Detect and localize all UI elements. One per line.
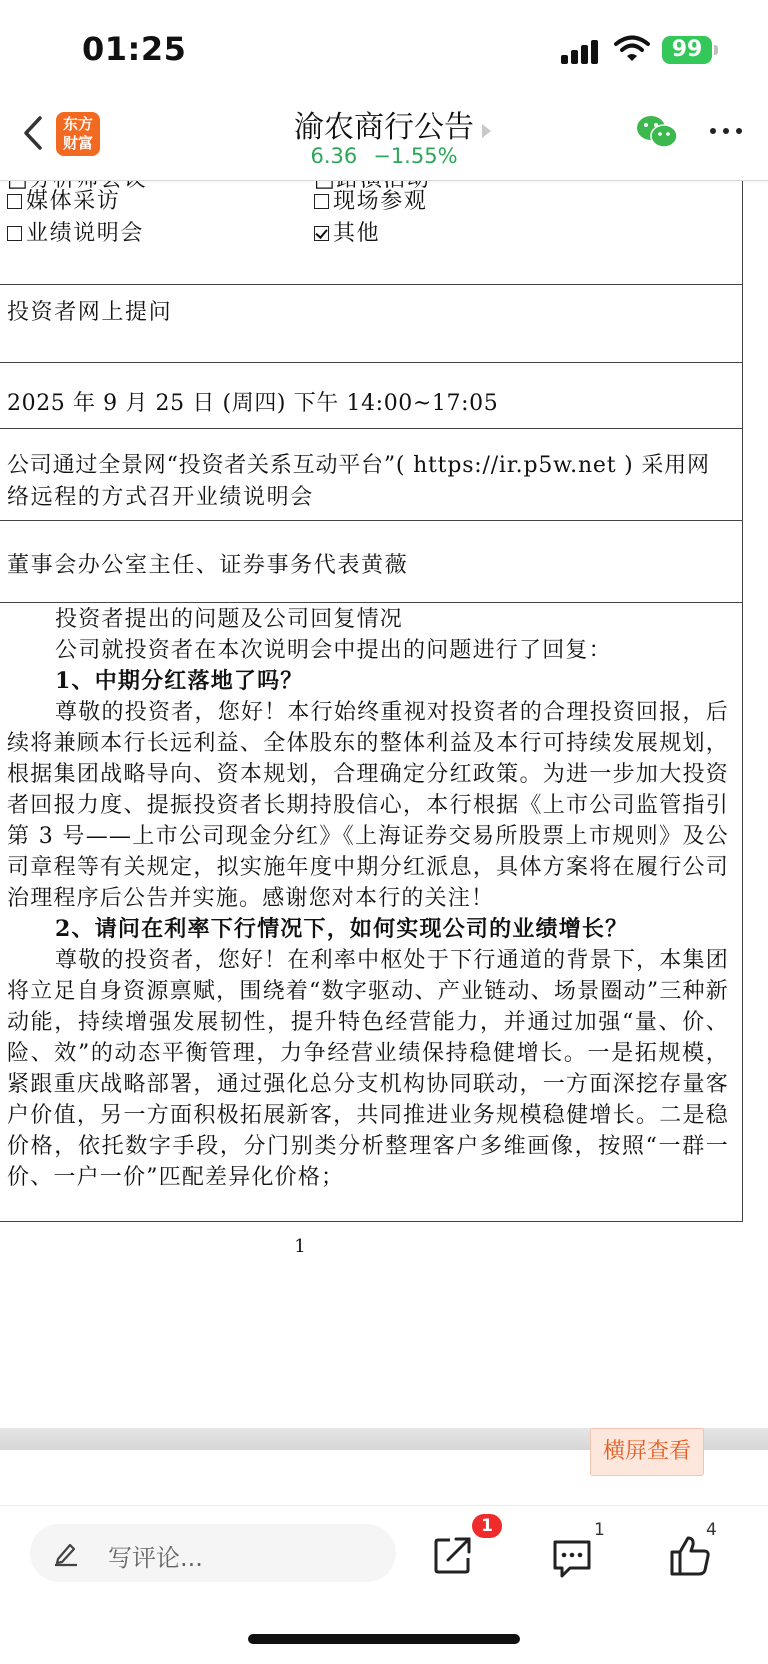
stock-change: −1.55% (373, 144, 458, 168)
checkbox-earnings-call (7, 226, 22, 241)
qa-content (7, 604, 729, 1193)
participants-cell: 投资者网上提问 (7, 300, 173, 325)
question-1: 1、中期分红落地了吗？ (55, 668, 304, 694)
app-header (0, 96, 768, 181)
share-icon[interactable] (430, 1534, 474, 1578)
home-indicator[interactable] (248, 1634, 520, 1644)
checkbox-row (7, 216, 381, 247)
checkbox-media (7, 194, 22, 209)
answer-2: 尊敬的投资者，您好！在利率中枢处于下行通道的背景下，本集团将立足自身资源禀赋，围绕着“数字驱动、产业链动、场景圈动”三种新动能，持续增强发展韧性，提升特色经营能力，并通过加强“量、价、险、效”的动态平衡管理，力争经营业绩保持稳健增长。一是拓规模，紧跟重庆战略部署，通过强化总分支机构协同联动，一方面深挖存量客户价值，另一方面积极拓展新客，共同推进业务规模稳健增长。二是稳价格，依托数字手段，分门别类分析整理客户多维画像，按照“一群一价、一户一价”匹配差异化价格； (7, 948, 729, 1190)
table-right-border (742, 178, 743, 1222)
answer-1: 尊敬的投资者，您好！本行始终重视对投资者的合理投资回报，后续将兼顾本行长远利益、全体股东的整体利益及本行可持续发展规划，根据集团战略导向、资本规划，合理确定分红政策。为进一步加大投资者回报力度、提振投资者长期持股信心，本行根据《上市公司监管指引第 3 号——上市公司现金分红》《上海证券交易所股票上市规则》及公司章程等有关规定，拟实施年度中期分红派息，具体方案将在履行公司治理程序后公告并实施。感谢您对本行的关注！ (7, 700, 729, 911)
table-divider (0, 520, 743, 521)
stock-price: 6.36 (310, 144, 358, 168)
table-bottom-border (0, 1221, 743, 1222)
like-count: 4 (706, 1520, 717, 1540)
checkbox-site-visit (314, 194, 329, 209)
logo-line-1: 东方 (62, 115, 93, 133)
battery-tip (714, 45, 718, 55)
option-site-visit: 现场参观 (333, 189, 428, 214)
cellular-signal-icon (561, 38, 601, 64)
pencil-icon (52, 1539, 80, 1567)
intro-text: 公司就投资者在本次说明会中提出的问题进行了回复： (55, 638, 612, 663)
landscape-view-button[interactable]: 横屏查看 (590, 1428, 704, 1476)
title-arrow-icon[interactable] (482, 124, 491, 138)
status-bar (0, 0, 768, 96)
option-earnings-call: 业绩说明会 (26, 221, 145, 246)
checkbox-row (7, 184, 428, 215)
share-badge: 1 (472, 1514, 502, 1538)
comment-input[interactable] (30, 1524, 396, 1582)
location-line-1: 公司通过全景网“投资者关系互动平台”( https://ir.p5w.net ) 采用网 (7, 453, 710, 478)
like-icon[interactable] (668, 1534, 712, 1578)
more-options-icon[interactable] (710, 120, 744, 140)
page-number: 1 (294, 1236, 306, 1257)
status-time: 01:25 (82, 30, 187, 68)
option-other: 其他 (333, 221, 381, 246)
checkbox-other-checked (314, 226, 329, 241)
comment-icon[interactable] (550, 1536, 594, 1580)
option-media-interview: 媒体采访 (26, 189, 121, 214)
battery-icon: 99 (662, 36, 712, 64)
stock-quote (180, 144, 588, 168)
table-divider (0, 284, 743, 285)
comment-count: 1 (594, 1520, 605, 1540)
location-line-2: 络远程的方式召开业绩说明会 (7, 485, 314, 510)
question-2: 2、请问在利率下行情况下，如何实现公司的业绩增长？ (55, 916, 629, 942)
table-divider (0, 362, 743, 363)
logo-line-2: 财富 (62, 134, 93, 152)
datetime-cell: 2025 年 9 月 25 日 (周四) 下午 14:00~17:05 (7, 391, 499, 416)
section-title: 投资者提出的问题及公司回复情况 (55, 607, 404, 632)
comment-placeholder: 写评论... (108, 1544, 203, 1572)
wechat-icon[interactable] (636, 114, 678, 150)
page-title[interactable]: 渝农商行公告 (294, 110, 474, 145)
eastmoney-logo (56, 112, 100, 156)
back-icon[interactable] (14, 110, 54, 156)
table-divider (0, 602, 743, 603)
wifi-icon (614, 34, 650, 64)
option-site-visit-wrap (314, 184, 427, 215)
table-divider (0, 428, 743, 429)
option-other-wrap (314, 216, 380, 247)
reception-cell: 董事会办公室主任、证券事务代表黄薇 (7, 553, 409, 578)
